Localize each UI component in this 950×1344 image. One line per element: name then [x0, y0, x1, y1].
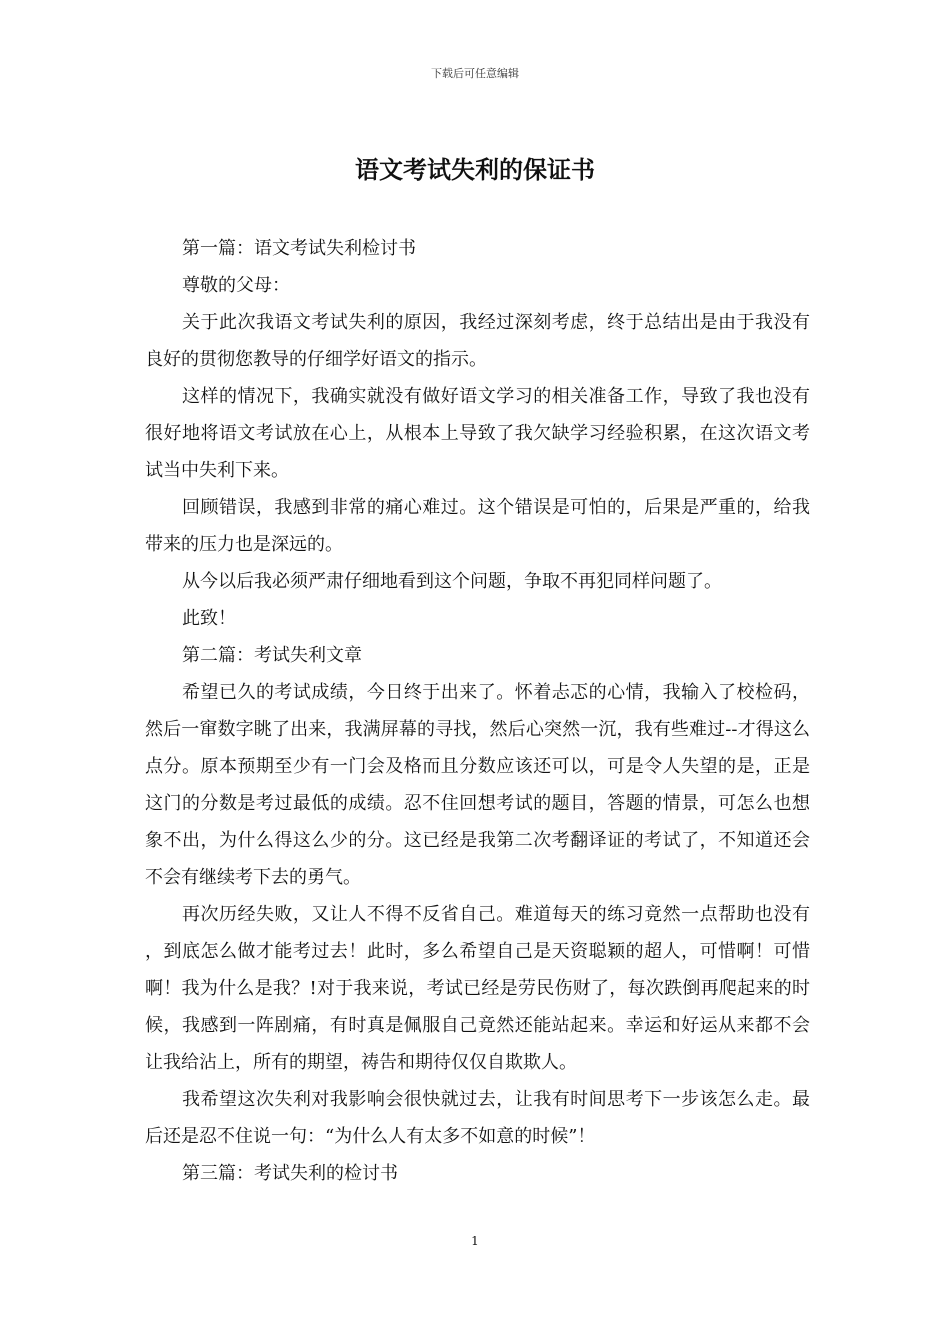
section-heading-3: 第三篇：考试失利的检讨书 — [182, 1163, 398, 1184]
paragraph: 回顾错误，我感到非常的痛心难过。这个错误是可怕的，后果是严重的，给我带来的压力也是深远的。 — [145, 497, 810, 555]
page-number: 1 — [471, 1234, 479, 1248]
closing: 此致！ — [182, 608, 236, 629]
paragraph: 我希望这次失利对我影响会很快就过去，让我有时间思考下一步该怎么走。最后还是忍不住说一句：“为什么人有太多不如意的时候”！ — [145, 1089, 810, 1147]
section-heading-2: 第二篇：考试失利文章 — [182, 645, 362, 666]
salutation: 尊敬的父母： — [182, 275, 290, 296]
paragraph: 再次历经失败，又让人不得不反省自己。难道每天的练习竟然一点帮助也没有，到底怎么做才能考过去！此时，多么希望自己是天资聪颖的超人，可惜啊！可惜啊！我为什么是我？!对于我来说，考试已经是劳民伤财了，每次跌倒再爬起来的时候，我感到一阵剧痛，有时真是佩服自己竟然还能站起来。幸运和好运从来都不会让我给沾上，所有的期望，祷告和期待仅仅自欺欺人。 — [145, 904, 810, 1073]
page-header: 下载后可任意编辑 — [431, 67, 519, 80]
paragraph: 希望已久的考试成绩，今日终于出来了。怀着忐忑的心情，我输入了校检码，然后一窜数字眺了出来，我满屏幕的寻找，然后心突然一沉，我有些难过--才得这么点分。原本预期至少有一门会及格而且分数应该还可以，可是令人失望的是，正是这门的分数是考过最低的成绩。忍不住回想考试的题目，答题的情景，可怎么也想象不出，为什么得这么少的分。这已经是我第二次考翻译证的考试了，不知道还会不会有继续考下去的勇气。 — [145, 682, 810, 888]
document-title: 语文考试失利的保证书 — [355, 155, 595, 184]
section-heading-1: 第一篇：语文考试失利检讨书 — [182, 238, 416, 259]
paragraph: 关于此次我语文考试失利的原因，我经过深刻考虑，终于总结出是由于我没有良好的贯彻您教导的仔细学好语文的指示。 — [145, 312, 810, 370]
paragraph: 从今以后我必须严肃仔细地看到这个问题，争取不再犯同样问题了。 — [182, 571, 722, 592]
document-body — [145, 230, 810, 1192]
paragraph: 这样的情况下，我确实就没有做好语文学习的相关准备工作，导致了我也没有很好地将语文考试放在心上，从根本上导致了我欠缺学习经验积累，在这次语文考试当中失利下来。 — [145, 386, 810, 481]
